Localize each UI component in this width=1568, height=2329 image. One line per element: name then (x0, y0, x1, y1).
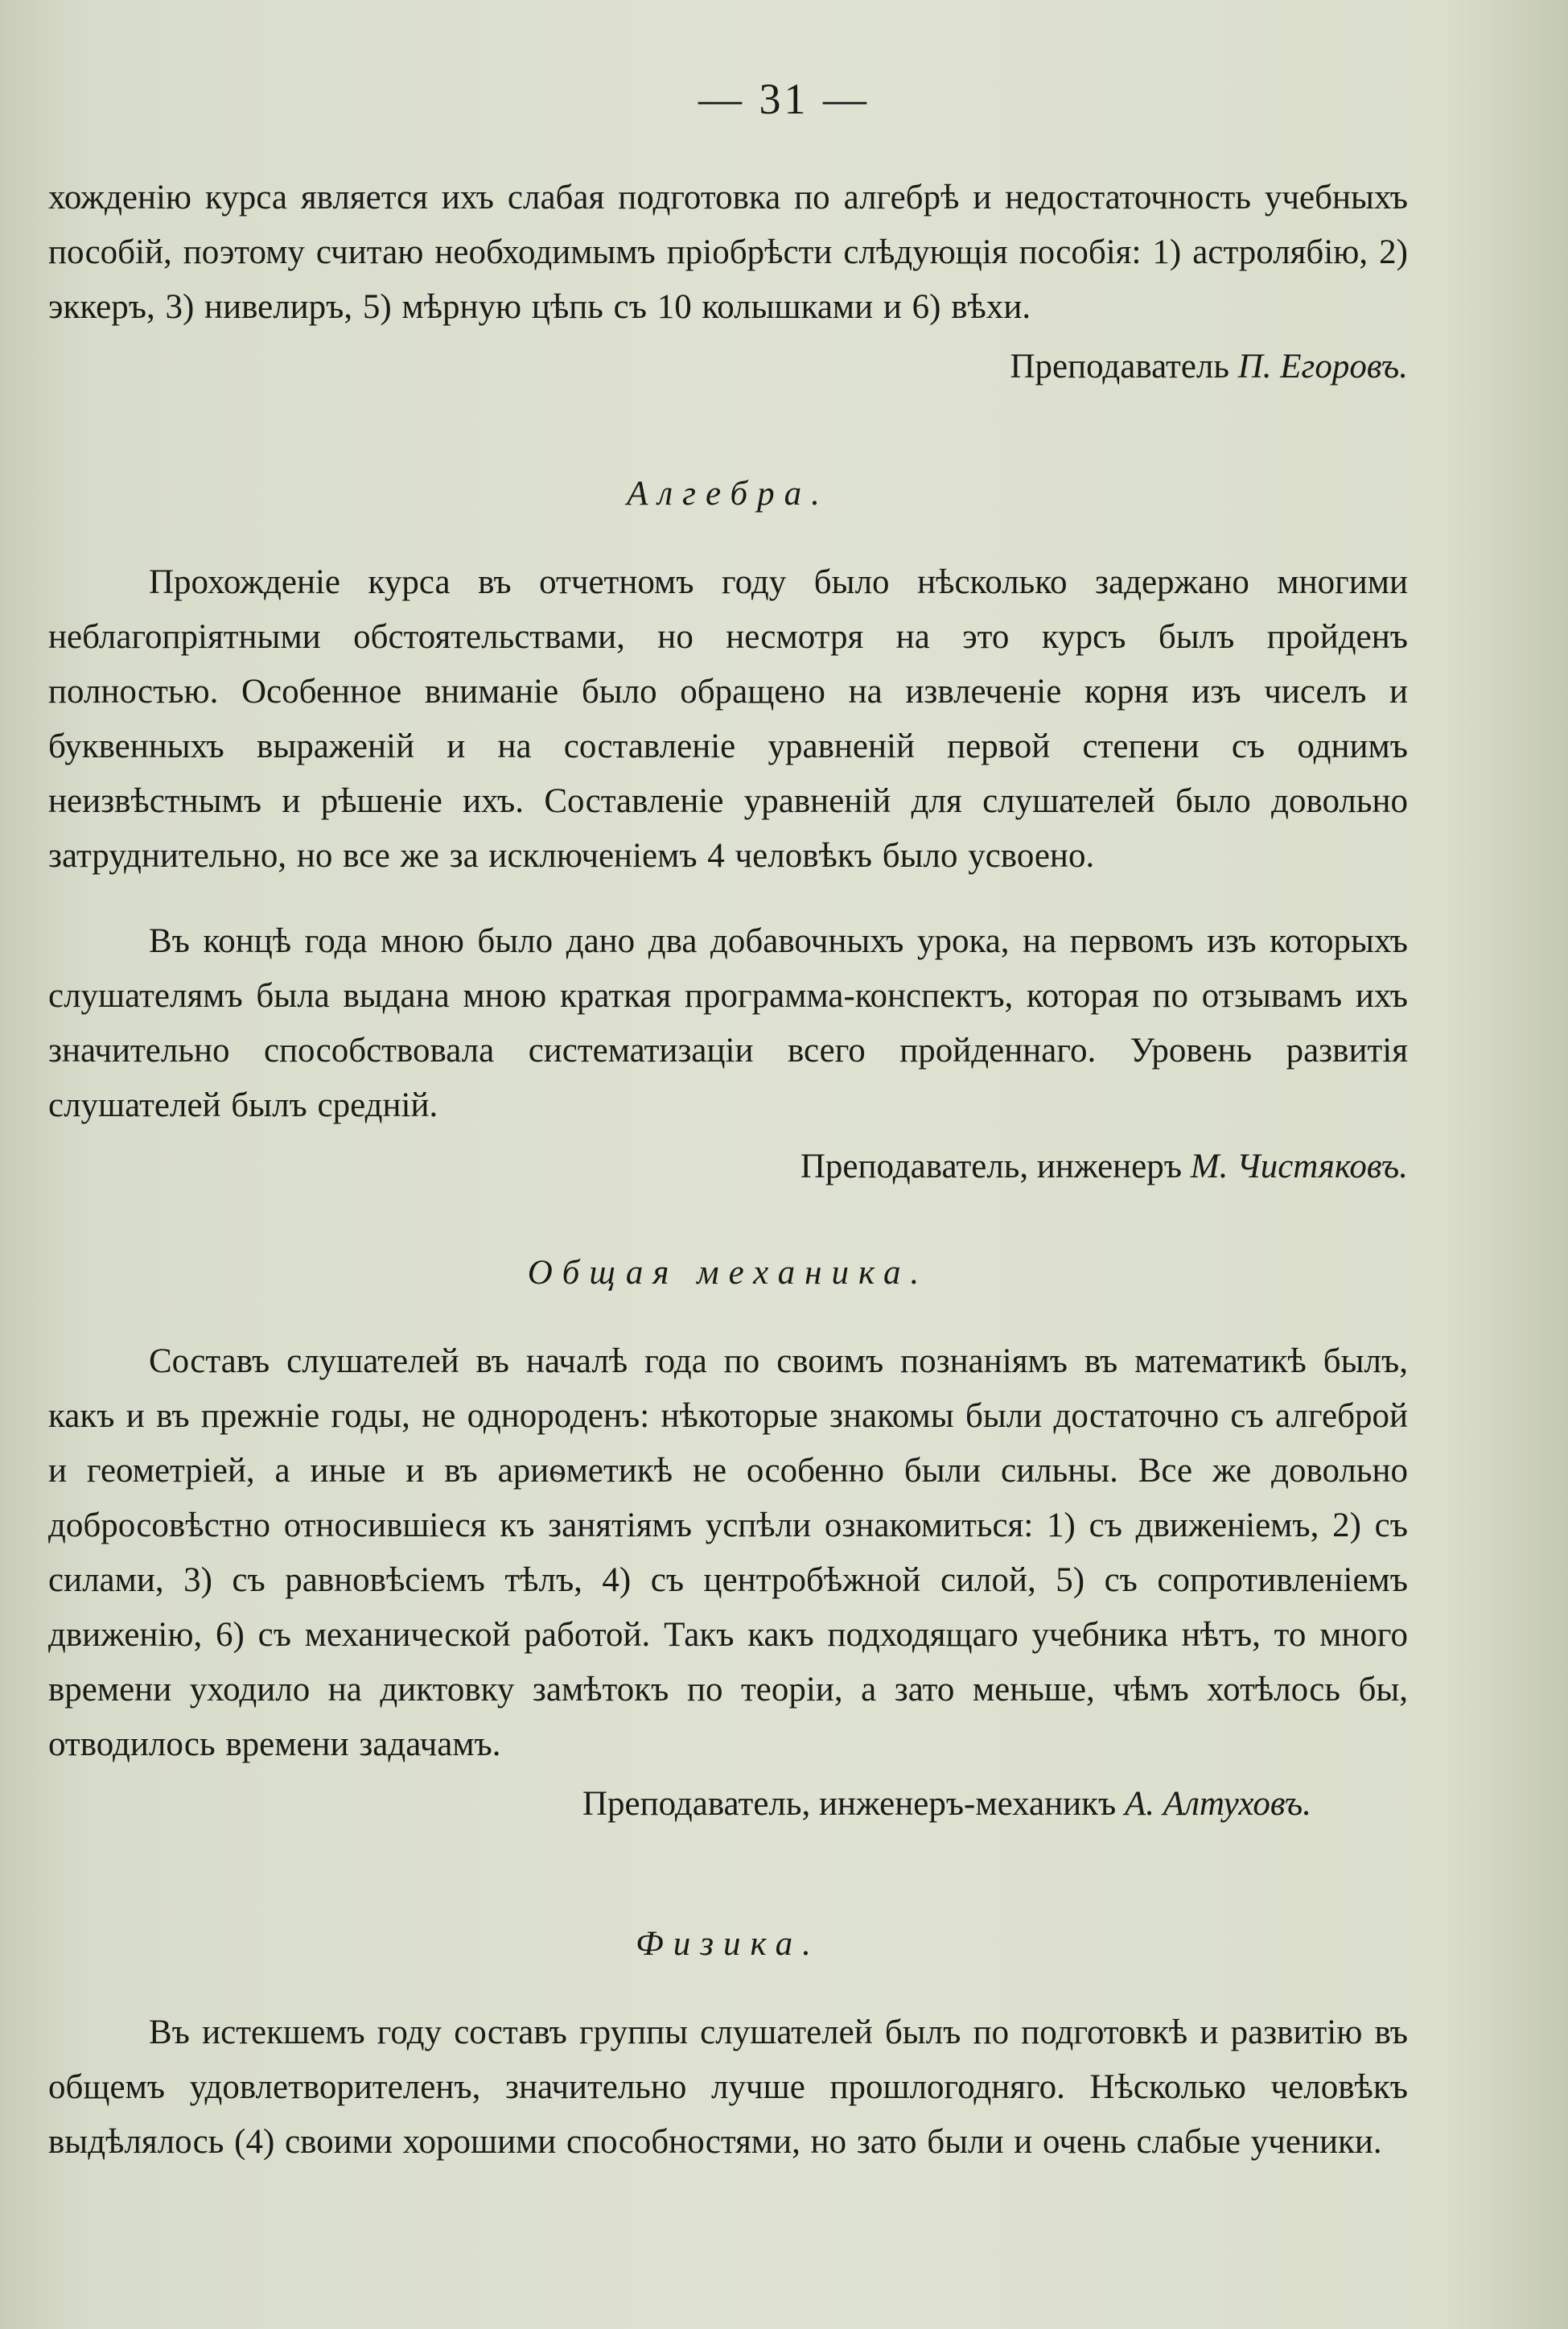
signature-line (48, 1777, 1408, 1832)
paragraph: Въ истекшемъ году составъ группы слушателей былъ по подготовкѣ и развитію въ общемъ удовлетворителенъ, значительно лучше прошлогодняго. Нѣсколько человѣкъ выдѣлялось (4) своими хорошими способностями, но зато были и очень слабые ученики. (48, 2014, 1408, 2161)
paragraph: хожденію курса является ихъ слабая подготовка по алгебрѣ и недостаточность учебныхъ пособій, поэтому считаю необходимымъ пріобрѣсти слѣдующія пособія: 1) астролябію, 2) эккеръ, 3) нивелиръ, 5) мѣрную цѣпь съ 10 колышками и 6) вѣхи. (48, 179, 1408, 326)
section-title: Физика. (636, 1925, 821, 1963)
signature-name: М. Чистяковъ. (1190, 1148, 1408, 1185)
section-algebra (48, 467, 1408, 1194)
section-title: Алгебра. (627, 475, 829, 513)
paragraph: Прохожденіе курса въ отчетномъ году было нѣсколько задержано многими неблагопріятными обстоятельствами, но несмотря на это курсъ былъ пройденъ полностью. Особенное вниманіе было обращено на извлеченіе корня изъ чиселъ и буквенныхъ выраженій и на составленіе уравненій первой степени съ однимъ неизвѣстнымъ и рѣшеніе ихъ. Составленіе уравненій для слушателей было довольно затруднительно, но все же за исключеніемъ 4 человѣкъ было усвоено. (48, 563, 1408, 875)
signature-line (48, 1140, 1408, 1194)
signature-name: А. Алтуховъ. (1125, 1785, 1311, 1823)
page-number: — 31 — (698, 75, 870, 123)
signature-prefix: Преподаватель, инженеръ-механикъ (582, 1785, 1117, 1823)
section-mechanics (48, 1246, 1408, 1832)
paragraph: Въ концѣ года мною было дано два добавочныхъ урока, на первомъ изъ которыхъ слушателямъ была выдана мною краткая программа-конспектъ, которая по отзывамъ ихъ значительно способствовала систематизаціи всего пройденнаго. Уровень развитія слушателей былъ средній. (48, 922, 1408, 1124)
section-title: Общая механика. (527, 1254, 929, 1292)
paragraph: Составъ слушателей въ началѣ года по своимъ познаніямъ въ математикѣ былъ, какъ и въ прежніе годы, не однороденъ: нѣкоторые знакомы были достаточно съ алгеброй и геометріей, а иные и въ ариѳметикѣ не особенно были сильны. Все же довольно добросовѣстно относившіеся къ занятіямъ успѣли ознакомиться: 1) съ движеніемъ, 2) съ силами, 3) съ равновѣсіемъ тѣлъ, 4) съ центробѣжной силой, 5) съ сопротивленіемъ движенію, 6) съ механической работой. Такъ какъ подходящаго учебника нѣтъ, то много времени уходило на диктовку замѣтокъ по теоріи, а зато меньше, чѣмъ хотѣлось бы, отводилось времени задачамъ. (48, 1342, 1408, 1763)
section-physics (48, 1917, 1408, 2170)
signature-line (48, 340, 1408, 394)
section-continuation (48, 171, 1408, 394)
signature-prefix: Преподаватель, инженеръ (800, 1148, 1182, 1185)
signature-name: П. Егоровъ. (1237, 348, 1408, 385)
signature-prefix: Преподаватель (1010, 348, 1229, 385)
